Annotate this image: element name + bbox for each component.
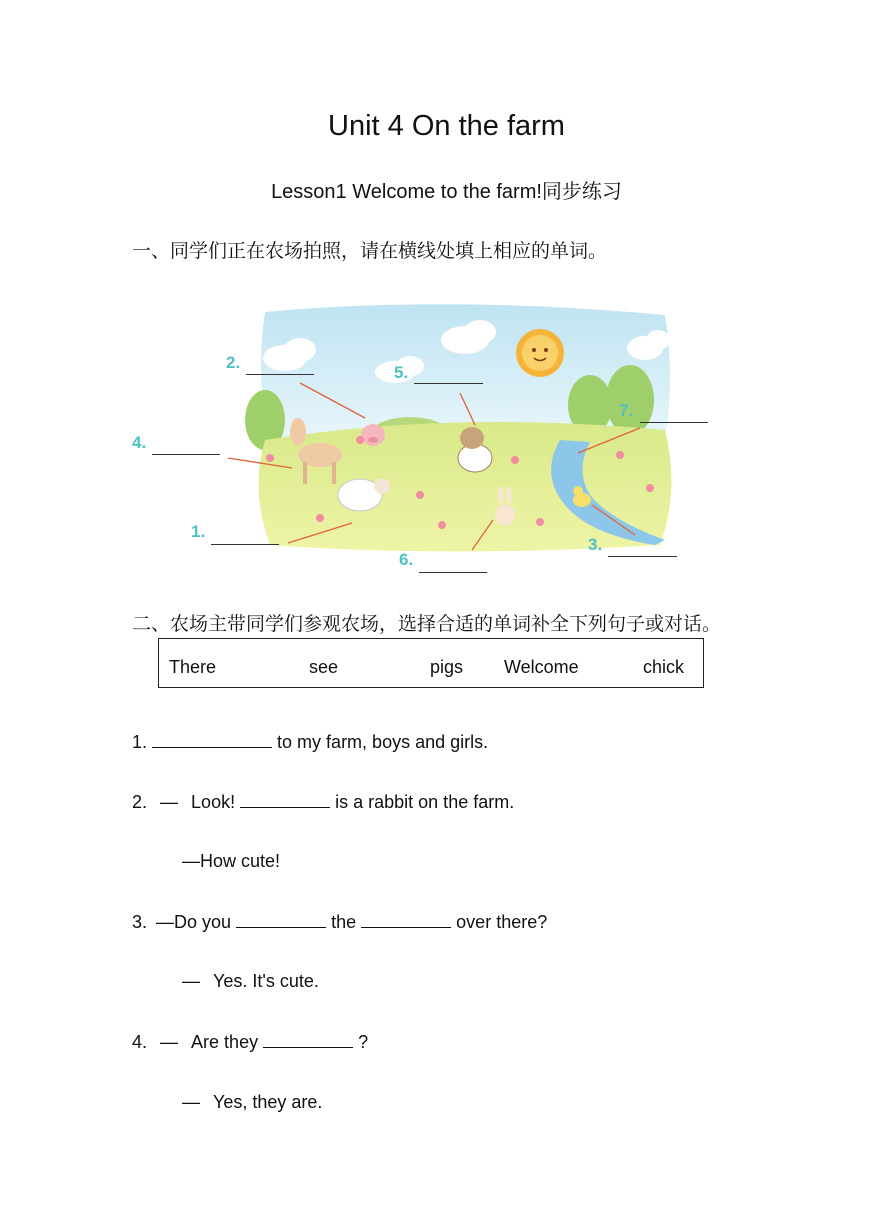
answer-blank[interactable] <box>263 1031 353 1048</box>
answer-blank-4[interactable] <box>152 454 220 455</box>
picture-label-3: 3. <box>588 535 603 554</box>
picture-label-7: 7. <box>619 401 634 420</box>
word-bank-item: see <box>309 657 339 677</box>
answer-blank-7[interactable] <box>640 422 708 423</box>
answer-blank-5[interactable] <box>414 383 483 384</box>
reply-text: Yes, they are. <box>213 1092 323 1112</box>
answer-blank[interactable] <box>240 791 330 808</box>
picture-label-2: 2. <box>226 353 241 372</box>
question-number: 2. <box>132 792 148 812</box>
section2-heading: 二、农场主带同学们参观农场，选择合适的单词补全下列句子或对话。 <box>132 613 722 635</box>
section1-heading: 一、同学们正在农场拍照，请在横线处填上相应的单词。 <box>132 240 608 262</box>
question-4-reply <box>182 1092 322 1113</box>
question-1 <box>132 731 488 753</box>
picture-label-1: 1. <box>191 522 206 541</box>
answer-blank-6[interactable] <box>419 572 487 573</box>
dialogue-dash: — <box>160 792 179 812</box>
farm-illustration <box>120 290 740 590</box>
question-2-reply: —How cute! <box>182 851 281 871</box>
question-text: Are they <box>191 1032 259 1052</box>
question-text: the <box>331 912 357 932</box>
picture-label-5: 5. <box>394 363 409 382</box>
question-number: 4. <box>132 1032 148 1052</box>
word-bank-item: pigs <box>430 657 464 677</box>
question-text: to my farm, boys and girls. <box>277 732 489 752</box>
word-bank-item: There <box>169 657 217 677</box>
answer-blank-1[interactable] <box>211 544 279 545</box>
question-2 <box>132 791 514 813</box>
question-text: is a rabbit on the farm. <box>335 792 515 812</box>
page-title: Unit 4 On the farm <box>328 110 565 142</box>
question-text: ? <box>358 1032 369 1052</box>
pig-icon <box>361 424 385 446</box>
answer-blank[interactable] <box>361 911 451 928</box>
answer-blank[interactable] <box>152 731 272 748</box>
question-text: Look! <box>191 792 236 812</box>
question-3 <box>132 911 547 933</box>
word-bank <box>158 638 704 688</box>
answer-blank[interactable] <box>236 911 326 928</box>
question-number: 1. <box>132 732 148 752</box>
question-text: —Do you <box>156 912 232 932</box>
picture-label-4: 4. <box>132 433 147 452</box>
answer-blank-2[interactable] <box>246 374 314 375</box>
dialogue-dash: — <box>182 971 200 991</box>
word-bank-item: Welcome <box>504 657 579 677</box>
question-text: over there? <box>456 912 548 932</box>
question-3-reply <box>182 971 319 992</box>
dialogue-dash: — <box>160 1032 179 1052</box>
question-number: 3. <box>132 912 148 932</box>
sun-icon <box>516 329 564 377</box>
picture-label-6: 6. <box>399 550 414 569</box>
word-bank-item: chick <box>643 657 685 677</box>
reply-text: Yes. It's cute. <box>213 971 319 991</box>
question-4 <box>132 1031 368 1053</box>
answer-blank-3[interactable] <box>608 556 677 557</box>
lesson-subtitle: Lesson1 Welcome to the farm!同步练习 <box>271 181 622 203</box>
dialogue-dash: — <box>182 1092 200 1112</box>
